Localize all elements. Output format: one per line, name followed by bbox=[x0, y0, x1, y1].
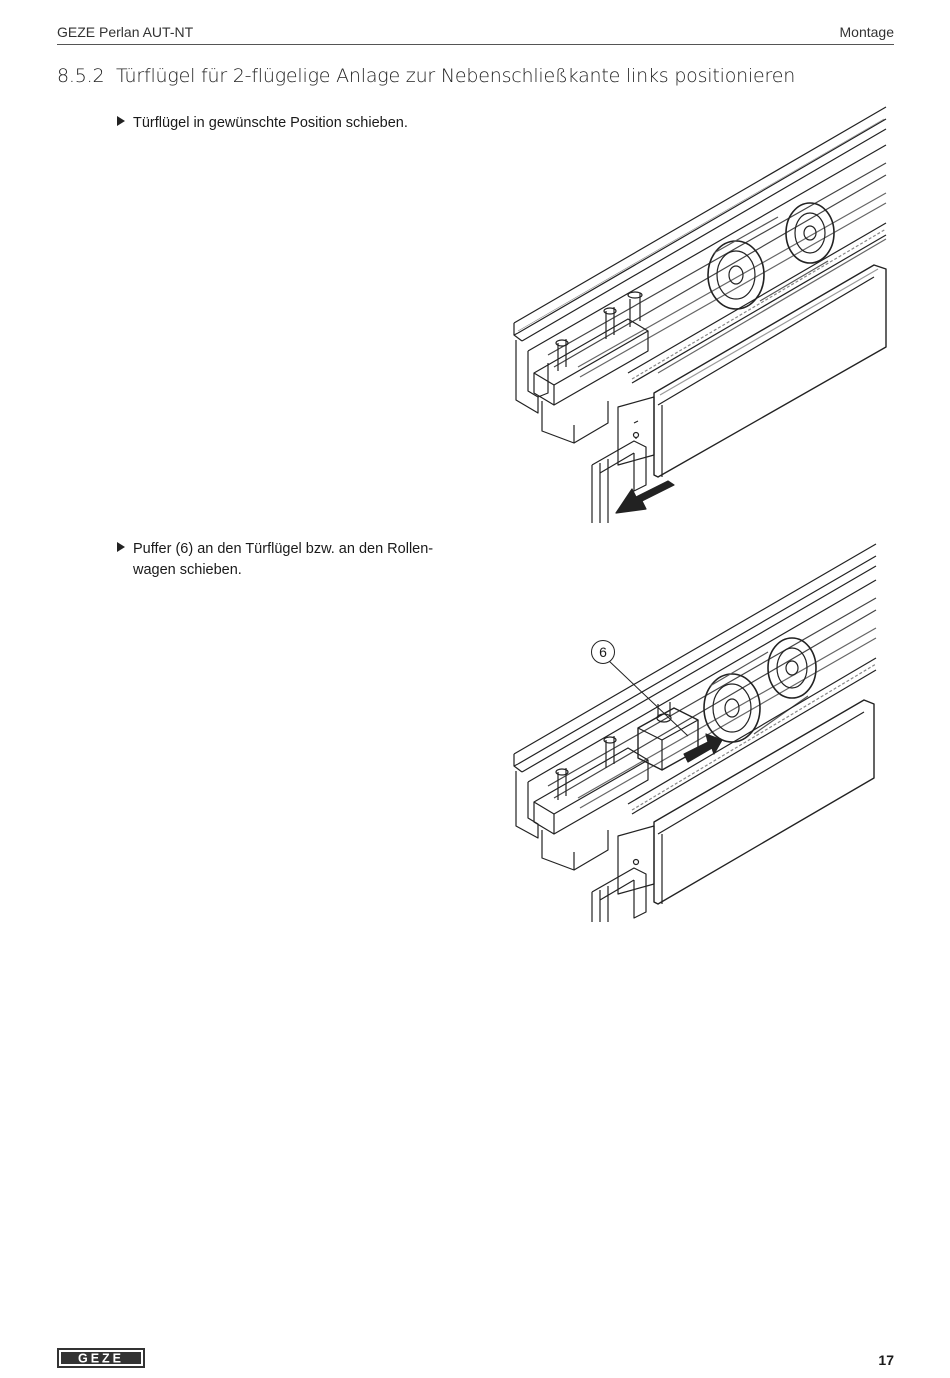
section-title: Türflügel für 2-flügelige Anlage zur Nebenschließkante links positionieren bbox=[116, 65, 796, 87]
bullet-arrow-icon bbox=[117, 542, 125, 552]
document-title: GEZE Perlan AUT-NT bbox=[57, 24, 194, 40]
section-heading bbox=[57, 65, 795, 87]
geze-logo bbox=[57, 1348, 145, 1368]
callout-number: 6 bbox=[599, 644, 607, 660]
step-1-text: Türflügel in gewünschte Position schieben. bbox=[133, 115, 408, 131]
page-number: 17 bbox=[878, 1352, 894, 1368]
step-2-text-line2: wagen schieben. bbox=[133, 562, 242, 578]
logo-text: GEZE bbox=[77, 1351, 125, 1366]
chapter-title: Montage bbox=[839, 24, 894, 40]
step-2-text-line1: Puffer (6) an den Türflügel bzw. an den Rollen- bbox=[133, 541, 434, 557]
technical-illustration-door-leaf-position bbox=[508, 105, 888, 525]
technical-illustration-buffer-position bbox=[508, 540, 888, 925]
header-divider bbox=[57, 44, 894, 45]
instruction-step-1 bbox=[117, 113, 457, 134]
bullet-arrow-icon bbox=[117, 116, 125, 126]
instruction-step-2 bbox=[117, 539, 457, 581]
section-number: 8.5.2 bbox=[57, 65, 105, 87]
callout-label bbox=[591, 640, 615, 664]
